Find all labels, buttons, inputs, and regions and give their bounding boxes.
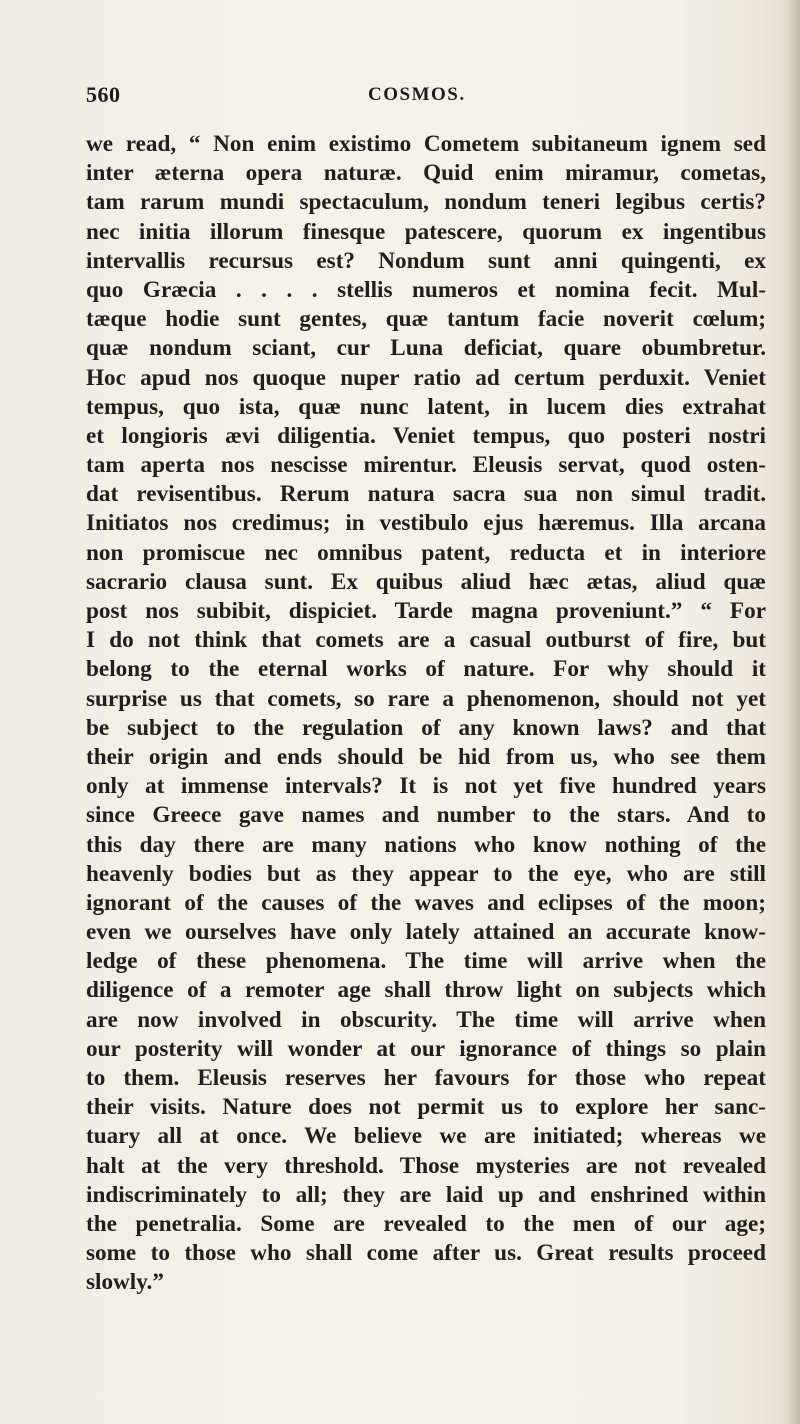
text-line: we read, “ Non enim existimo Cometem subitaneum ignem sed [86,131,766,157]
text-line: quo Græcia . . . . stellis numeros et nomina fecit. Mul- [86,276,766,303]
text-line: tam rarum mundi spectaculum, nondum teneri legibus certis? [86,189,766,216]
page-edge-shadow [786,0,800,1424]
text-line: sacrario clausa sunt. Ex quibus aliud hæc ætas, aliud quæ [86,568,766,595]
text-line: heavenly bodies but as they appear to the eye, who are still [86,860,766,887]
text-line: et longioris ævi diligentia. Veniet tempus, quo posteri nostri [86,422,766,449]
text-line: tempus, quo ista, quæ nunc latent, in lucem dies extrahat [86,393,766,420]
text-line: I do not think that comets are a casual outburst of fire, but [86,627,766,654]
text-line: are now involved in obscurity. The time will arrive when [86,1006,766,1033]
text-line: dat revisentibus. Rerum natura sacra sua non simul tradit. [86,481,766,508]
text-line: to them. Eleusis reserves her favours for those who repeat [86,1065,766,1091]
text-line: some to those who shall come after us. Great results proceed [86,1240,766,1267]
text-line: since Greece gave names and number to the stars. And to [86,802,766,829]
text-line: even we ourselves have only lately attained an accurate know- [86,919,766,946]
text-line: ledge of these phenomena. The time will arrive when the [86,948,766,975]
text-line: Initiatos nos credimus; in vestibulo ejus hæremus. Illa arcana [86,510,766,537]
text-line: inter æterna opera naturæ. Quid enim miramur, cometas, [86,160,766,187]
text-line: halt at the very threshold. Those mysteries are not revealed [86,1152,766,1179]
text-line: the penetralia. Some are revealed to the men of our age; [86,1210,766,1237]
text-line: tæque hodie sunt gentes, quæ tantum facie noverit cœlum; [86,306,766,333]
text-line: their visits. Nature does not permit us to explore her sanc- [86,1094,766,1121]
text-line: indiscriminately to all; they are laid up and enshrined within [86,1181,766,1208]
body-text [86,130,766,1298]
page-header [86,82,766,116]
text-line: only at immense intervals? It is not yet five hundred years [86,773,766,800]
text-line: belong to the eternal works of nature. For why should it [86,656,766,683]
text-line: be subject to the regulation of any known laws? and that [86,714,766,741]
text-line: our posterity will wonder at our ignorance of things so plain [86,1035,766,1062]
text-line: surprise us that comets, so rare a phenomenon, should not yet [86,685,766,712]
text-line: their origin and ends should be hid from us, who see them [86,743,766,770]
text-line: intervallis recursus est? Nondum sunt anni quingenti, ex [86,247,766,274]
text-line: tam aperta nos nescisse mirentur. Eleusis servat, quod osten- [86,452,766,479]
text-line: ignorant of the causes of the waves and eclipses of the moon; [86,889,766,916]
text-line: this day there are many nations who know nothing of the [86,831,766,858]
text-line: quæ nondum sciant, cur Luna deficiat, quare obumbretur. [86,335,766,362]
text-line: tuary all at once. We believe we are initiated; whereas we [86,1123,766,1150]
text-line: non promiscue nec omnibus patent, reducta et in interiore [86,539,766,566]
text-line: post nos subibit, dispiciet. Tarde magna proveniunt.” “ For [86,598,766,624]
text-line: nec initia illorum finesque patescere, quorum ex ingentibus [86,218,766,245]
text-line: slowly.” [86,1269,164,1296]
page-number: 560 [86,82,121,107]
running-title: COSMOS. [368,84,466,105]
text-line: diligence of a remoter age shall throw light on subjects which [86,977,766,1004]
text-line: Hoc apud nos quoque nuper ratio ad certum perduxit. Veniet [86,364,766,391]
